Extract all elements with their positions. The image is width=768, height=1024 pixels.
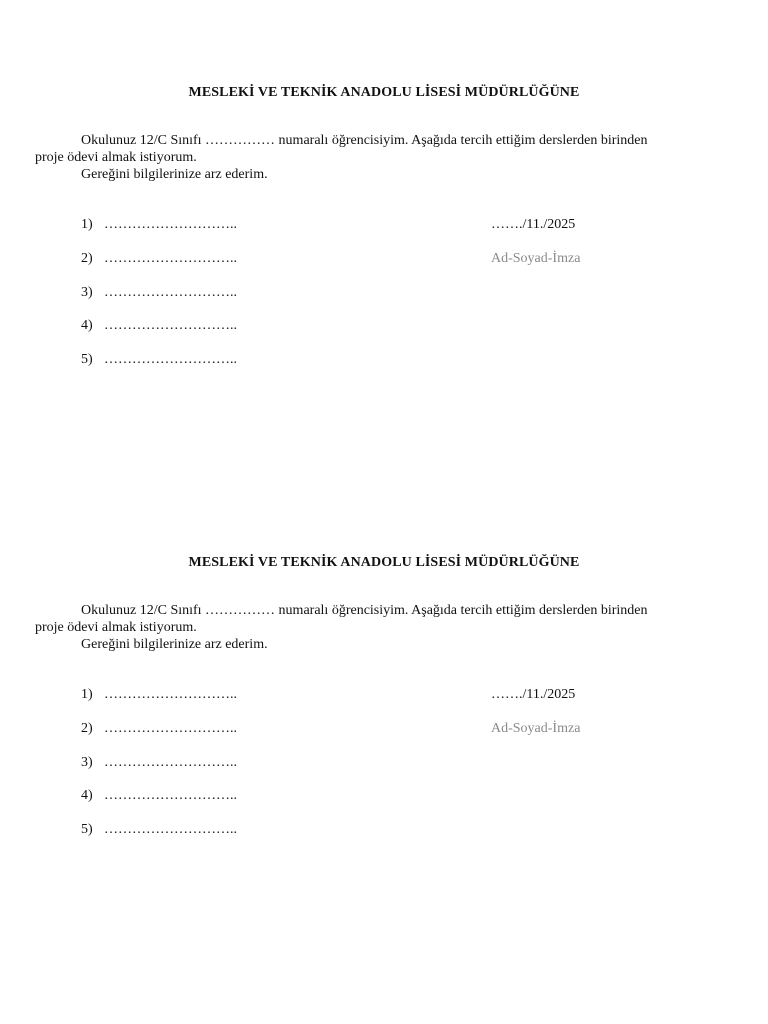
item-number: 5) [81, 822, 93, 837]
item-blank: ……………………….. [104, 352, 237, 367]
petition-form-2 [0, 550, 768, 880]
paragraph-line: proje ödevi almak istiyorum. [35, 150, 197, 165]
paragraph-line: Gereğini bilgilerinize arz ederim. [81, 637, 268, 652]
signature-label: Ad-Soyad-İmza [491, 251, 581, 266]
item-blank: ……………………….. [104, 217, 237, 232]
item-blank: ……………………….. [104, 285, 237, 300]
item-blank: ……………………….. [104, 687, 237, 702]
petition-paragraph [35, 132, 725, 183]
course-choice-item [81, 284, 237, 302]
form-title: MESLEKİ VE TEKNİK ANADOLU LİSESİ MÜDÜRLÜĞÜNE [188, 555, 580, 570]
item-number: 4) [81, 318, 93, 333]
course-choice-item [81, 754, 237, 772]
course-choice-item [81, 250, 237, 268]
paragraph-line: Okulunuz 12/C Sınıfı …………… numaralı öğrencisiyim. Aşağıda tercih ettiğim derslerden birinden [81, 603, 648, 618]
course-choice-item [81, 317, 237, 335]
item-number: 1) [81, 687, 93, 702]
item-blank: ……………………….. [104, 721, 237, 736]
petition-paragraph [35, 602, 725, 653]
item-number: 2) [81, 721, 93, 736]
paragraph-line: proje ödevi almak istiyorum. [35, 620, 197, 635]
item-blank: ……………………….. [104, 755, 237, 770]
course-choice-item [81, 720, 237, 738]
item-blank: ……………………….. [104, 318, 237, 333]
date-field: ……./11./2025 [491, 687, 576, 702]
petition-form-1 [0, 80, 768, 410]
item-blank: ……………………….. [104, 822, 237, 837]
course-choice-item [81, 351, 237, 369]
item-blank: ……………………….. [104, 251, 237, 266]
item-number: 1) [81, 217, 93, 232]
form-title: MESLEKİ VE TEKNİK ANADOLU LİSESİ MÜDÜRLÜĞÜNE [188, 85, 580, 100]
item-blank: ……………………….. [104, 788, 237, 803]
signature-label: Ad-Soyad-İmza [491, 721, 581, 736]
item-number: 3) [81, 285, 93, 300]
course-choice-item [81, 216, 237, 234]
item-number: 2) [81, 251, 93, 266]
paragraph-line: Okulunuz 12/C Sınıfı …………… numaralı öğrencisiyim. Aşağıda tercih ettiğim derslerden birinden [81, 133, 648, 148]
item-number: 4) [81, 788, 93, 803]
course-choice-item [81, 686, 237, 704]
course-choice-item [81, 787, 237, 805]
paragraph-line: Gereğini bilgilerinize arz ederim. [81, 167, 268, 182]
item-number: 5) [81, 352, 93, 367]
date-field: ……./11./2025 [491, 217, 576, 232]
item-number: 3) [81, 755, 93, 770]
course-choice-item [81, 821, 237, 839]
